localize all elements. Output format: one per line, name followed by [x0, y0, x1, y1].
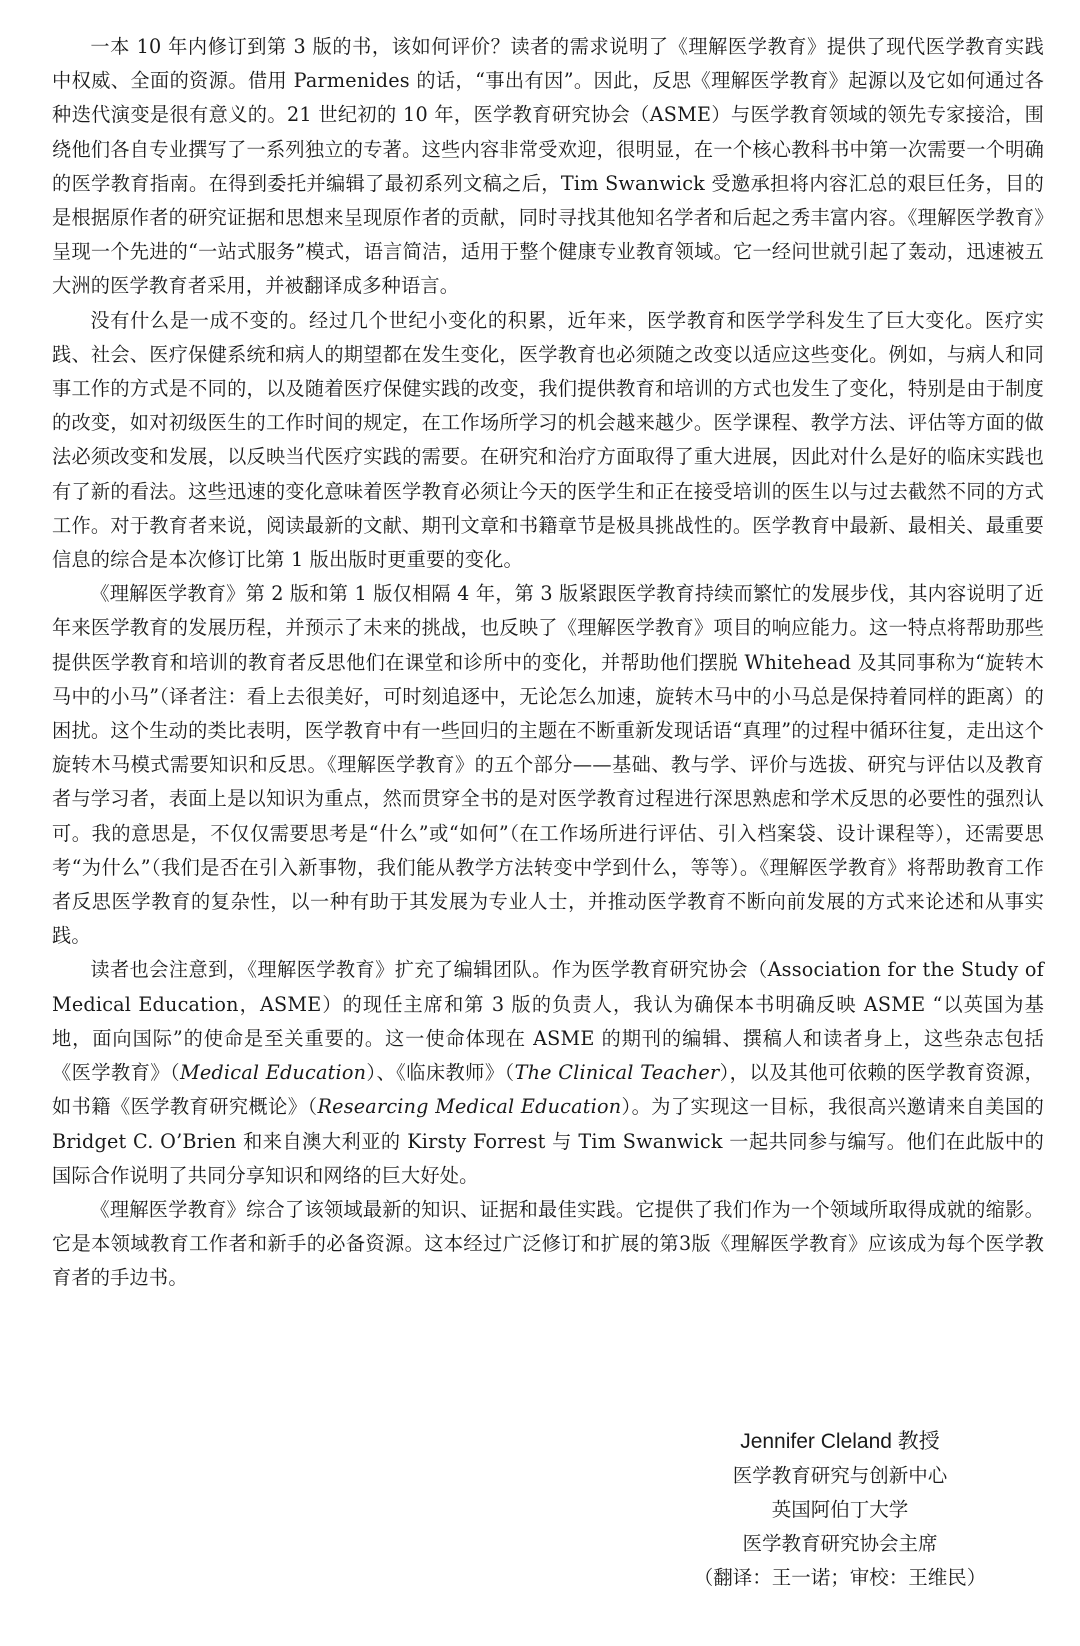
- author-university: 英国阿伯丁大学: [771, 1498, 909, 1521]
- text-segment: 《理解医学教育》综合了该领域最新的知识、证据和最佳实践。它提供了我们作为一个领域所取得成就的缩影。它是本领域教育工作者和新手的必备资源。这本经过广泛修订和扩展的第3版《理解医学教育》应该成为每个医学教育者的手边书。: [52, 1197, 1044, 1290]
- paragraph-5: [52, 1193, 1044, 1296]
- journal-title: Medical Education: [180, 1061, 367, 1085]
- journal-title: Researcing Medical Education: [317, 1095, 622, 1119]
- paragraph-3: [52, 577, 1044, 953]
- signature-block: [690, 1425, 990, 1595]
- text-segment: ），以及其他可依赖的医学教育资源，如书籍《医学教育研究概论》（: [52, 1061, 1044, 1119]
- author-name: Jennifer Cleland 教授: [740, 1430, 940, 1453]
- text-segment: 读者也会注意到，《理解医学教育》扩充了编辑团队。作为医学教育研究协会（Association for the Study of Medical Education，ASME）的现任主席和第 3 版的负责人，我认为确保本书明确反映 ASME “以英国为基地，面向国际”的使命是至关重要的。这一使命体现在 ASME 的期刊的编辑、撰稿人和读者身上，这些杂志包括《医学教育》（: [52, 958, 1044, 1085]
- text-segment: 《理解医学教育》第 2 版和第 1 版仅相隔 4 年，第 3 版紧跟医学教育持续而繁忙的发展步伐，其内容说明了近年来医学教育的发展历程，并预示了未来的挑战，也反映了《理解医学教育》项目的响应能力。这一特点将帮助那些提供医学教育和培训的教育者反思他们在课堂和诊所中的变化，并帮助他们摆脱 Whitehead 及其同事称为“旋转木马中的小马”（译者注：看上去很美好，可时刻追逐中，无论怎么加速，旋转木马中的小马总是保持着同样的距离）的困扰。这个生动的类比表明，医学教育中有一些回归的主题在不断重新发现话语“真理”的过程中循环往复，走出这个旋转木马模式需要知识和反思。《理解医学教育》的五个部分——基础、教与学、评价与选拔、研究与评估以及教育者与学习者，表面上是以知识为重点，然而贯穿全书的是对医学教育过程进行深思熟虑和学术反思的必要性的强烈认可。我的意思是，不仅仅需要思考是“什么”或“如何”（在工作场所进行评估、引入档案袋、设计课程等），还需要思考“为什么”（我们是否在引入新事物，我们能从教学方法转变中学到什么，等等）。《理解医学教育》将帮助教育工作者反思医学教育的复杂性，以一种有助于其发展为专业人士，并推动医学教育不断向前发展的方式来论述和从事实践。: [52, 582, 1044, 948]
- paragraph-2: [52, 304, 1044, 578]
- foreword-body: [52, 30, 1044, 1296]
- text-segment: ）、《临床教师》（: [366, 1061, 515, 1085]
- paragraph-1: [52, 30, 1044, 304]
- text-segment: ）。为了实现这一目标，我很高兴邀请来自美国的 Bridget C. O’Brien 和来自澳大利亚的 Kirsty Forrest 与 Tim Swanwick 一起共同参与编写。他们在此版中的国际合作说明了共同分享知识和网络的巨大好处。: [52, 1095, 1044, 1187]
- text-segment: 没有什么是一成不变的。经过几个世纪小变化的积累，近年来，医学教育和医学学科发生了巨大变化。医疗实践、社会、医疗保健系统和病人的期望都在发生变化，医学教育也必须随之改变以适应这些变化。例如，与病人和同事工作的方式是不同的，以及随着医疗保健实践的改变，我们提供教育和培训的方式也发生了变化，特别是由于制度的改变，如对初级医生的工作时间的规定，在工作场所学习的机会越来越少。医学课程、教学方法、评估等方面的做法必须改变和发展，以反映当代医疗实践的需要。在研究和治疗方面取得了重大进展，因此对什么是好的临床实践也有了新的看法。这些迅速的变化意味着医学教育必须让今天的医学生和正在接受培训的医生以与过去截然不同的方式工作。对于教育者来说，阅读最新的文献、期刊文章和书籍章节是极具挑战性的。医学教育中最新、最相关、最重要信息的综合是本次修订比第 1 版出版时更重要的变化。: [52, 308, 1044, 572]
- author-role: 医学教育研究协会主席: [742, 1532, 938, 1555]
- translator-note: （翻译：王一诺；审校：王维民）: [693, 1566, 987, 1589]
- author-affiliation: 医学教育研究与创新中心: [732, 1464, 948, 1487]
- text-segment: 一本 10 年内修订到第 3 版的书，该如何评价？读者的需求说明了《理解医学教育》提供了现代医学教育实践中权威、全面的资源。借用 Parmenides 的话，“事出有因”。因此，反思《理解医学教育》起源以及它如何通过各种迭代演变是很有意义的。21 世纪初的 10 年，医学教育研究协会（ASME）与医学教育领域的领先专家接洽，围绕他们各自专业撰写了一系列独立的专著。这些内容非常受欢迎，很明显，在一个核心教科书中第一次需要一个明确的医学教育指南。在得到委托并编辑了最初系列文稿之后，Tim Swanwick 受邀承担将内容汇总的艰巨任务，目的是根据原作者的研究证据和思想来呈现原作者的贡献，同时寻找其他知名学者和后起之秀丰富内容。《理解医学教育》呈现一个先进的“一站式服务”模式，语言简洁，适用于整个健康专业教育领域。它一经问世就引起了轰动，迅速被五大洲的医学教育者采用，并被翻译成多种语言。: [52, 35, 1044, 298]
- journal-title: The Clinical Teacher: [514, 1061, 720, 1085]
- paragraph-4: [52, 953, 1044, 1192]
